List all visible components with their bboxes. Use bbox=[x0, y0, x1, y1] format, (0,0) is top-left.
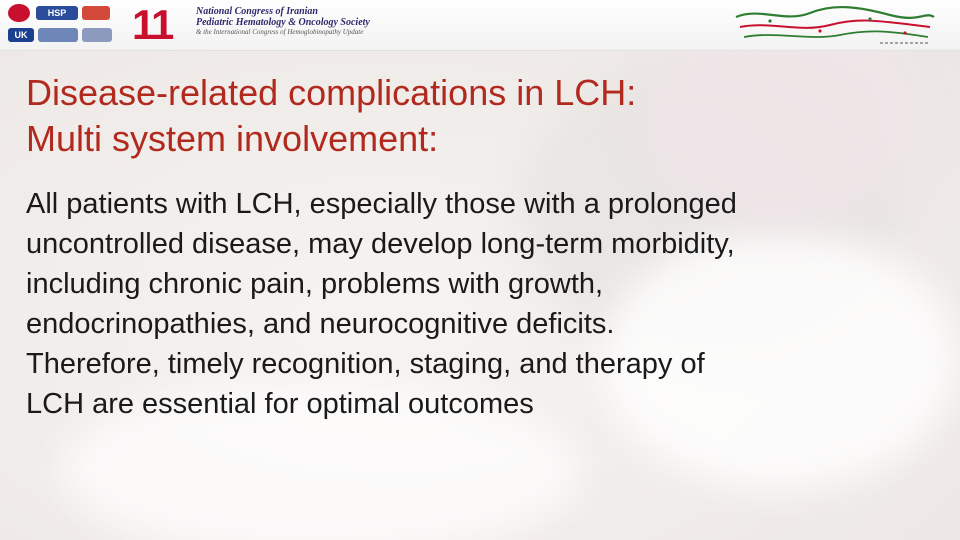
slide-title-line: Multi system involvement: bbox=[26, 118, 439, 159]
sponsor-logos bbox=[8, 4, 126, 46]
body-line: uncontrolled disease, may develop long-term morbidity, bbox=[26, 228, 735, 260]
hsp-logo-icon: HSP bbox=[36, 6, 78, 20]
slide-title-line: Disease-related complications in LCH: bbox=[26, 72, 637, 113]
society-logo-icon bbox=[8, 4, 30, 22]
congress-title bbox=[196, 6, 496, 37]
partner-logo-icon bbox=[82, 28, 112, 42]
body-line: including chronic pain, problems with growth, bbox=[26, 268, 604, 300]
congress-number: 11 bbox=[132, 1, 173, 48]
body-line: LCH are essential for optimal outcomes bbox=[26, 388, 534, 420]
congress-subtitle: & the International Congress of Hemoglobinopathy Update bbox=[196, 28, 364, 36]
slide-body bbox=[26, 184, 946, 424]
congress-title-line: Pediatric Hematology & Oncology Society bbox=[196, 17, 370, 28]
uk-logo-icon: UK bbox=[8, 28, 34, 42]
body-line: All patients with LCH, especially those with a prolonged bbox=[26, 188, 737, 220]
partner-logo-icon bbox=[38, 28, 78, 42]
body-line: endocrinopathies, and neurocognitive deficits. bbox=[26, 308, 615, 340]
slide-title bbox=[26, 70, 926, 162]
congress-title-line: National Congress of Iranian bbox=[196, 6, 318, 17]
partner-logo-icon bbox=[82, 6, 110, 20]
persian-calligraphy-logo-icon bbox=[730, 3, 940, 47]
body-line: Therefore, timely recognition, staging, and therapy of bbox=[26, 348, 705, 380]
congress-banner bbox=[0, 0, 960, 51]
